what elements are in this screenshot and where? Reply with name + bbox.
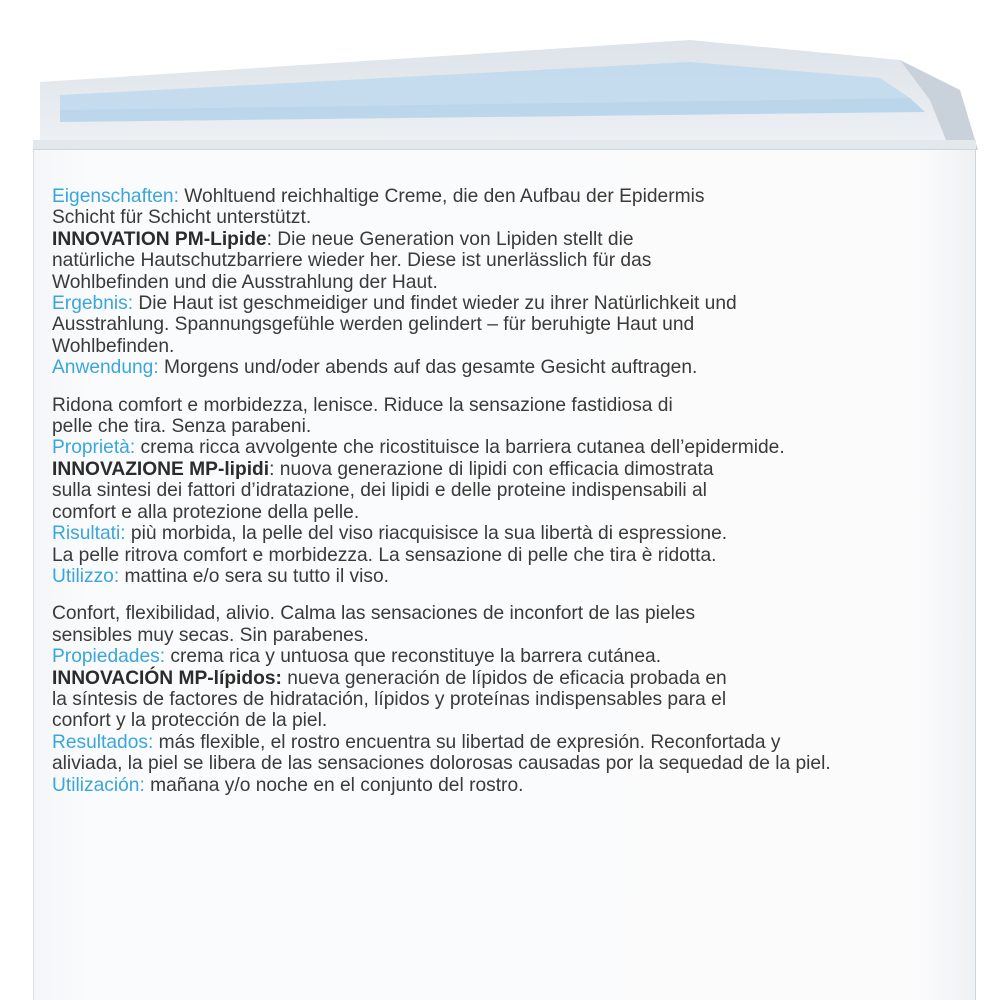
resultados-text-1: más flexible, el rostro encuentra su libertad de expresión. Reconfortada y — [153, 731, 781, 753]
innovation-label: INNOVATION PM-Lipide — [52, 228, 267, 250]
innovacion-text-2: la síntesis de factores de hidratación, lípidos y proteínas indispensables para el — [52, 688, 727, 710]
risultati-label: Risultati: — [52, 523, 126, 545]
italian-proprieta — [52, 437, 962, 458]
innovazione-text-3: comfort e alla protezione della pelle. — [52, 501, 360, 523]
german-ergebnis — [52, 293, 962, 357]
spanish-intro-1: Confort, flexibilidad, alivio. Calma las sensaciones de inconfort de las pieles — [52, 603, 696, 625]
box-lid — [0, 0, 1000, 160]
innovation-text-1: : Die neue Generation von Lipiden stellt die — [266, 228, 634, 250]
proprieta-text: crema ricca avvolgente che ricostituisce la barriera cutanea dell’epidermide. — [135, 437, 785, 459]
spanish-intro-2: sensibles muy secas. Sin parabenes. — [52, 624, 369, 646]
innovacion-label: INNOVACIÓN MP-lípidos: — [52, 667, 282, 689]
italian-utilizzo — [52, 566, 962, 587]
german-anwendung — [52, 357, 962, 378]
german-section — [52, 186, 962, 379]
resultados-label: Resultados: — [52, 731, 154, 753]
ergebnis-text-3: Wohlbefinden. — [52, 335, 175, 357]
innovazione-text-2: sulla sintesi dei fattori d’idratazione, dei lipidi e delle proteine indispensabili al — [52, 480, 707, 502]
ergebnis-label: Ergebnis: — [52, 293, 134, 315]
italian-intro-2: pelle che tira. Senza parabeni. — [52, 416, 312, 438]
spanish-resultados — [52, 732, 962, 775]
risultati-text-1: più morbida, la pelle del viso riacquisisce la sua libertà di espressione. — [125, 523, 728, 545]
spanish-propiedades — [52, 646, 962, 667]
innovation-text-3: Wohlbefinden und die Ausstrahlung der Haut. — [52, 271, 438, 293]
innovation-text-2: natürliche Hautschutzbarriere wieder her. Diese ist unerlässlich für das — [52, 250, 652, 272]
eigenschaften-text-2: Schicht für Schicht unterstützt. — [52, 207, 312, 229]
product-description — [52, 186, 962, 796]
box-lid-shape — [0, 0, 1000, 160]
innovacion-text-1: nueva generación de lípidos de eficacia probada en — [281, 667, 727, 689]
german-eigenschaften — [52, 186, 962, 229]
propiedades-text: crema rica y untuosa que reconstituye la barrera cutánea. — [165, 646, 662, 668]
risultati-text-2: La pelle ritrova comfort e morbidezza. La sensazione di pelle che tira è ridotta. — [52, 544, 717, 566]
german-innovation — [52, 229, 962, 293]
spanish-intro — [52, 603, 962, 646]
utilizacion-text: mañana y/o noche en el conjunto del rostro. — [144, 774, 524, 796]
innovacion-text-3: confort y la protección de la piel. — [52, 710, 328, 732]
innovazione-text-1: : nuova generazione di lipidi con efficacia dimostrata — [269, 458, 714, 480]
spanish-section — [52, 603, 962, 796]
italian-risultati — [52, 523, 962, 566]
spanish-innovacion — [52, 668, 962, 732]
utilizacion-label: Utilización: — [52, 774, 145, 796]
proprieta-label: Proprietà: — [52, 437, 136, 459]
innovazione-label: INNOVAZIONE MP-lipidi — [52, 458, 270, 480]
eigenschaften-text-1: Wohltuend reichhaltige Creme, die den Aufbau der Epidermis — [178, 186, 705, 207]
utilizzo-text: mattina e/o sera su tutto il viso. — [119, 565, 389, 587]
italian-intro-1: Ridona comfort e morbidezza, lenisce. Riduce la sensazione fastidiosa di — [52, 394, 673, 416]
section-gap — [52, 587, 962, 603]
spanish-utilizacion — [52, 775, 962, 796]
propiedades-label: Propiedades: — [52, 646, 166, 668]
ergebnis-text-1: Die Haut ist geschmeidiger und findet wieder zu ihrer Natürlichkeit und — [133, 293, 737, 315]
resultados-text-2: aliviada, la piel se libera de las sensaciones dolorosas causadas por la sequedad de la piel. — [52, 753, 831, 775]
italian-intro — [52, 395, 962, 438]
ergebnis-text-2: Ausstrahlung. Spannungsgefühle werden gelindert – für beruhigte Haut und — [52, 314, 695, 336]
italian-innovazione — [52, 459, 962, 523]
anwendung-text: Morgens und/oder abends auf das gesamte Gesicht auftragen. — [158, 357, 698, 379]
anwendung-label: Anwendung: — [52, 357, 159, 379]
italian-section — [52, 395, 962, 588]
eigenschaften-label: Eigenschaften: — [52, 186, 179, 207]
utilizzo-label: Utilizzo: — [52, 565, 120, 587]
section-gap — [52, 379, 962, 395]
